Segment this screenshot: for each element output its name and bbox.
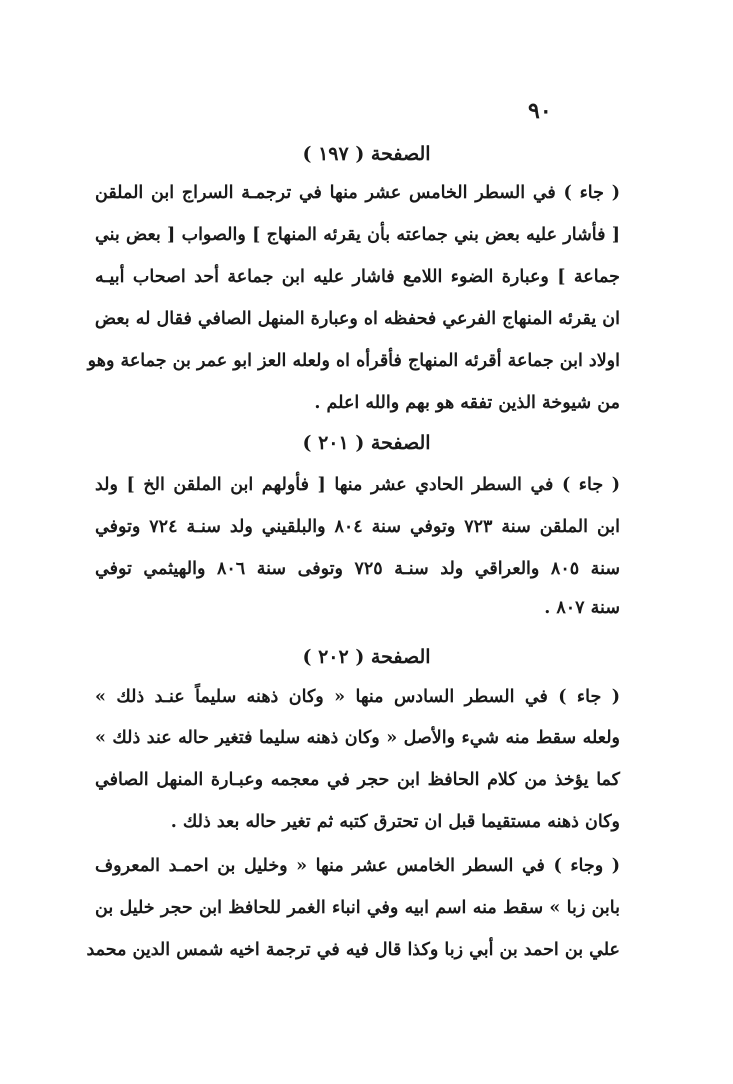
paragraph-line: اولاد ابن جماعة أقرئه المنهاج فأقرأه اه ولعله العز ابو عمر بن جماعة وهو — [87, 351, 620, 371]
paragraph-line: ( جاء ) في السطر الحادي عشر منها [ فأولهم ابن الملقن الخ ] ولد — [95, 475, 620, 495]
paragraph-line: [ فأشار عليه بعض بني جماعته بأن يقرئه المنهاج ] والصواب [ بعض بني — [95, 225, 620, 245]
paragraph-line: ( وجاء ) في السطر الخامس عشر منها « وخليل بن احمـد المعروف — [95, 856, 620, 876]
paragraph-line: وكان ذهنه مستقيما قبل ان تحترق كتبه ثم تغير حاله بعد ذلك . — [170, 812, 620, 832]
paragraph-line: علي بن احمد بن أبي زبا وكذا قال فيه في ترجمة اخيه شمس الدين محمد — [86, 940, 620, 960]
paragraph-line: سنة ٨٠٧ . — [544, 598, 620, 618]
paragraph-line: ولعله سقط منه شيء والأصل « وكان ذهنه سليما فتغير حاله عند ذلك » — [95, 728, 620, 748]
paragraph-line: جماعة ] وعبارة الضوء اللامع فاشار عليه ابن جماعة أحد اصحاب أبيـه — [95, 267, 620, 287]
section-heading-202: الصفحة ( ٢٠٢ ) — [302, 646, 431, 668]
page-number: ٩٠ — [528, 98, 552, 124]
paragraph-line: سنة ٨٠٥ والعراقي ولد سنـة ٧٢٥ وتوفى سنة ٨٠٦ والهيثمي توفي — [95, 559, 621, 579]
paragraph-line: كما يؤخذ من كلام الحافظ ابن حجر في معجمه وعبـارة المنهل الصافي — [95, 770, 620, 790]
section-heading-201: الصفحة ( ٢٠١ ) — [302, 432, 431, 454]
section-heading-197: الصفحة ( ١٩٧ ) — [302, 143, 431, 165]
paragraph-line: ابن الملقن سنة ٧٢٣ وتوفي سنة ٨٠٤ والبلقيني ولد سنـة ٧٢٤ وتوفي — [95, 517, 621, 537]
paragraph-line: من شيوخة الذين تفقه هو بهم والله اعلم . — [314, 393, 620, 413]
paragraph-line: ( جاء ) في السطر الخامس عشر منها في ترجمـة السراج ابن الملقن — [95, 183, 620, 203]
paragraph-line: ( جاء ) في السطر السادس منها « وكان ذهنه سليماً عنـد ذلك » — [95, 687, 620, 707]
paragraph-line: ان يقرئه المنهاج الفرعي فحفظه اه وعبارة المنهل الصافي فقال له بعض — [94, 309, 620, 329]
paragraph-line: بابن زبا » سقط منه اسم ابيه وفي انباء الغمر للحافظ ابن حجر خليل بن — [95, 898, 620, 918]
